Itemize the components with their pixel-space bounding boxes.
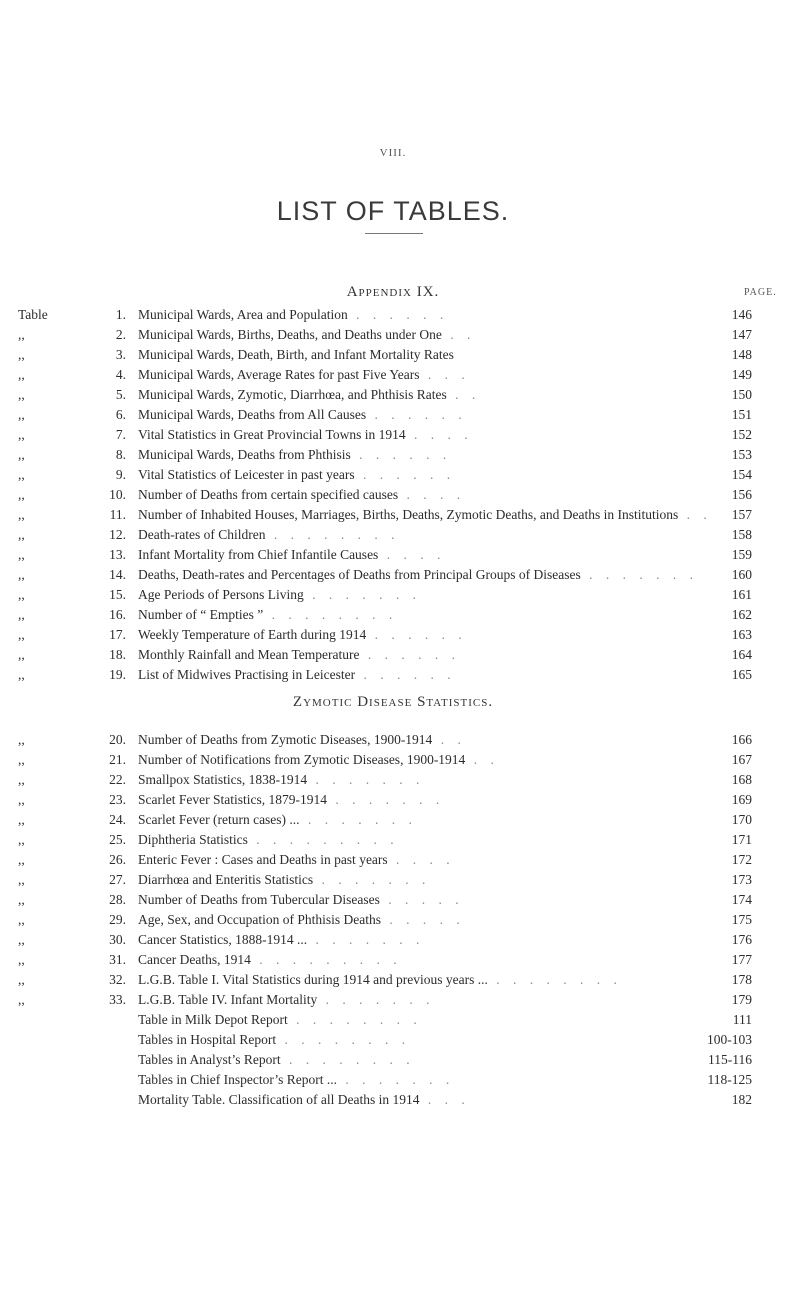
table-entry bbox=[0, 831, 800, 848]
leader-dots: . . . . . . . . bbox=[276, 1032, 411, 1047]
table-entry bbox=[0, 646, 800, 663]
entry-page: 151 bbox=[731, 407, 752, 422]
entry-prefix: ,, bbox=[18, 327, 25, 342]
table-entry bbox=[0, 366, 800, 383]
table-entry bbox=[0, 626, 800, 643]
leader-dots: . . . . . . . . bbox=[280, 1052, 415, 1067]
entry-title-text: Cancer Statistics, 1888-1914 ... bbox=[138, 932, 308, 947]
leader-dots: . . . bbox=[419, 1092, 470, 1107]
page-column-header: PAGE. bbox=[744, 287, 777, 298]
entry-page: 150 bbox=[731, 387, 752, 402]
leader-dots: . . . . . . . . bbox=[263, 607, 398, 622]
table-entry bbox=[0, 851, 800, 868]
entry-title bbox=[138, 626, 703, 643]
entry-prefix: ,, bbox=[18, 667, 25, 682]
entry-title-text: Tables in Chief Inspector’s Report ... bbox=[138, 1072, 338, 1087]
entry-number: 14. bbox=[109, 567, 126, 582]
entry-title-text: Cancer Deaths, 1914 bbox=[138, 952, 251, 967]
entry-title bbox=[138, 526, 703, 543]
entry-title bbox=[138, 566, 721, 583]
entry-prefix: ,, bbox=[18, 367, 25, 382]
entry-page: 158 bbox=[731, 527, 752, 542]
entry-title-text: Number of Inhabited Houses, Marriages, Births, Deaths, Zymotic Deaths, and Deaths in Institutions bbox=[138, 507, 679, 522]
entry-page: 160 bbox=[731, 567, 752, 582]
entry-prefix: ,, bbox=[18, 732, 25, 747]
entry-number: 3. bbox=[115, 347, 126, 362]
table-entry bbox=[0, 791, 800, 808]
table-entry bbox=[0, 606, 800, 623]
entry-page: 177 bbox=[731, 952, 752, 967]
page-title: LIST OF TABLES. bbox=[276, 196, 510, 227]
entry-title-text: Municipal Wards, Area and Population bbox=[138, 307, 348, 322]
entry-page: 176 bbox=[731, 932, 752, 947]
leader-dots: . . . . bbox=[378, 547, 446, 562]
entry-page: 153 bbox=[731, 447, 752, 462]
entry-page: 156 bbox=[731, 487, 752, 502]
entry-title bbox=[138, 931, 703, 948]
leader-dots: . . bbox=[432, 732, 466, 747]
entry-page: 169 bbox=[731, 792, 752, 807]
table-entry bbox=[0, 1011, 800, 1028]
entry-title-text: Age, Sex, and Occupation of Phthisis Deaths bbox=[138, 912, 381, 927]
entry-title bbox=[138, 326, 703, 343]
entry-title-text: Weekly Temperature of Earth during 1914 bbox=[138, 627, 367, 642]
leader-dots: . . . . . . . bbox=[307, 772, 425, 787]
entry-prefix: ,, bbox=[18, 892, 25, 907]
entry-number: 20. bbox=[109, 732, 126, 747]
entry-title bbox=[138, 771, 703, 788]
entry-page: 159 bbox=[731, 547, 752, 562]
entry-title-text: Number of Deaths from certain specified causes bbox=[138, 487, 399, 502]
entry-title bbox=[138, 666, 703, 683]
entry-page: 162 bbox=[731, 607, 752, 622]
table-entry bbox=[0, 426, 800, 443]
entry-number: 10. bbox=[109, 487, 126, 502]
entry-prefix: ,, bbox=[18, 347, 25, 362]
entry-page: 152 bbox=[731, 427, 752, 442]
table-entry bbox=[0, 446, 800, 463]
entry-title-text: Number of Notifications from Zymotic Diseases, 1900-1914 bbox=[138, 752, 466, 767]
table-entry bbox=[0, 911, 800, 928]
leader-dots: . . bbox=[465, 752, 499, 767]
entry-title-text: Vital Statistics of Leicester in past years bbox=[138, 467, 355, 482]
leader-dots: . . . . . . . bbox=[317, 992, 435, 1007]
entry-number: 28. bbox=[109, 892, 126, 907]
page-number: VIII. bbox=[379, 147, 407, 159]
entry-title-text: L.G.B. Table I. Vital Statistics during 1914 and previous years ... bbox=[138, 972, 488, 987]
leader-dots: . . . bbox=[419, 367, 470, 382]
entry-prefix: ,, bbox=[18, 932, 25, 947]
entry-prefix: ,, bbox=[18, 627, 25, 642]
table-entry bbox=[0, 991, 800, 1008]
entry-title bbox=[138, 731, 703, 748]
leader-dots: . . . . . . . . bbox=[487, 972, 622, 987]
table-entry bbox=[0, 731, 800, 748]
entry-title-text: Municipal Wards, Zymotic, Diarrhœa, and Phthisis Rates bbox=[138, 387, 447, 402]
entry-title bbox=[138, 446, 703, 463]
table-entry bbox=[0, 1091, 800, 1108]
entry-title bbox=[138, 831, 703, 848]
entry-prefix: ,, bbox=[18, 912, 25, 927]
entry-prefix: ,, bbox=[18, 587, 25, 602]
leader-dots: . . . . . . . bbox=[337, 1072, 455, 1087]
entry-title bbox=[138, 1031, 703, 1048]
leader-dots: . . . . . bbox=[380, 912, 465, 927]
entry-page: 170 bbox=[731, 812, 752, 827]
leader-dots: . . . . . . . bbox=[313, 872, 431, 887]
entry-prefix: ,, bbox=[18, 447, 25, 462]
entry-page: 173 bbox=[731, 872, 752, 887]
table-entry bbox=[0, 386, 800, 403]
entry-number: 24. bbox=[109, 812, 126, 827]
leader-dots: . . . . . . . . bbox=[287, 1012, 422, 1027]
entry-number: 9. bbox=[115, 467, 126, 482]
entry-prefix: ,, bbox=[18, 952, 25, 967]
entry-title bbox=[138, 646, 703, 663]
entry-title-text: Municipal Wards, Death, Birth, and Infant Mortality Rates bbox=[138, 347, 454, 362]
entry-prefix: ,, bbox=[18, 832, 25, 847]
entry-title bbox=[138, 791, 703, 808]
leader-dots: . . bbox=[441, 327, 476, 342]
entry-number: 8. bbox=[115, 447, 126, 462]
leader-dots: . . . . . . . bbox=[303, 587, 421, 602]
entry-title bbox=[138, 426, 703, 443]
entry-number: 29. bbox=[109, 912, 126, 927]
table-entry bbox=[0, 891, 800, 908]
leader-dots: . . . . . . . . . bbox=[250, 952, 402, 967]
entry-title bbox=[138, 586, 703, 603]
entry-title-text: Deaths, Death-rates and Percentages of Deaths from Principal Groups of Diseases bbox=[138, 567, 581, 582]
entry-page: 161 bbox=[731, 587, 752, 602]
entry-title bbox=[138, 306, 703, 323]
leader-dots: . . . . . . . bbox=[299, 812, 417, 827]
entry-title bbox=[138, 751, 703, 768]
entry-title-text: Vital Statistics in Great Provincial Towns in 1914 bbox=[138, 427, 406, 442]
entry-prefix: ,, bbox=[18, 547, 25, 562]
entry-title bbox=[138, 951, 703, 968]
entry-title bbox=[138, 546, 703, 563]
entry-title-text: Tables in Analyst’s Report bbox=[138, 1052, 281, 1067]
entry-title bbox=[138, 851, 703, 868]
table-entry bbox=[0, 346, 800, 363]
leader-dots: . . . . . . bbox=[354, 467, 456, 482]
table-entry bbox=[0, 666, 800, 683]
table-entry bbox=[0, 406, 800, 423]
entry-title-text: Death-rates of Children bbox=[138, 527, 266, 542]
title-rule bbox=[365, 233, 423, 234]
entry-page: 165 bbox=[731, 667, 752, 682]
entry-title-text: Age Periods of Persons Living bbox=[138, 587, 304, 602]
leader-dots: . . . . bbox=[398, 487, 466, 502]
leader-dots: . . . . . . bbox=[359, 647, 460, 662]
entry-page: 174 bbox=[731, 892, 752, 907]
entry-page: 157 bbox=[731, 507, 752, 522]
leader-dots: . . . . . . bbox=[350, 447, 452, 462]
entry-title-text: Monthly Rainfall and Mean Temperature bbox=[138, 647, 360, 662]
entry-prefix: ,, bbox=[18, 467, 25, 482]
entry-page: 148 bbox=[731, 347, 752, 362]
entry-number: 21. bbox=[109, 752, 126, 767]
table-entry bbox=[0, 306, 800, 323]
leader-dots: . . . . . . . . . bbox=[247, 832, 399, 847]
entry-title-text: Smallpox Statistics, 1838-1914 bbox=[138, 772, 308, 787]
entry-title-text: Number of “ Empties ” bbox=[138, 607, 264, 622]
entry-title-text: Scarlet Fever (return cases) ... bbox=[138, 812, 300, 827]
entry-number: 16. bbox=[109, 607, 126, 622]
entry-page: 100-103 bbox=[707, 1032, 752, 1047]
entry-title bbox=[138, 1011, 703, 1028]
entry-title-text: Municipal Wards, Deaths from All Causes bbox=[138, 407, 367, 422]
table-entry bbox=[0, 526, 800, 543]
entry-number: 13. bbox=[109, 547, 126, 562]
leader-dots: . . . . . bbox=[379, 892, 464, 907]
entry-number: 23. bbox=[109, 792, 126, 807]
entry-prefix: ,, bbox=[18, 972, 25, 987]
entry-title bbox=[138, 811, 703, 828]
entry-prefix: ,, bbox=[18, 507, 25, 522]
entry-prefix: ,, bbox=[18, 872, 25, 887]
entry-page: 147 bbox=[731, 327, 752, 342]
leader-dots: . . . . . . . bbox=[307, 932, 425, 947]
appendix-table-list bbox=[0, 306, 800, 686]
entry-prefix: ,, bbox=[18, 992, 25, 1007]
entry-title bbox=[138, 971, 721, 988]
entry-title-text: Scarlet Fever Statistics, 1879-1914 bbox=[138, 792, 327, 807]
table-entry bbox=[0, 566, 800, 583]
entry-number: 7. bbox=[115, 427, 126, 442]
entry-number: 2. bbox=[115, 327, 126, 342]
entry-title bbox=[138, 506, 721, 523]
leader-dots: . . . . . . . bbox=[326, 792, 445, 807]
table-entry bbox=[0, 486, 800, 503]
entry-title bbox=[138, 1091, 703, 1108]
entry-title-text: Number of Deaths from Tubercular Diseases bbox=[138, 892, 380, 907]
entry-prefix: ,, bbox=[18, 647, 25, 662]
entry-prefix: ,, bbox=[18, 427, 25, 442]
entry-title bbox=[138, 606, 703, 623]
entry-number: 25. bbox=[109, 832, 126, 847]
entry-page: 149 bbox=[731, 367, 752, 382]
entry-title-text: Diphtheria Statistics bbox=[138, 832, 248, 847]
entry-prefix: ,, bbox=[18, 607, 25, 622]
zymotic-heading: Zymotic Disease Statistics. bbox=[292, 694, 494, 710]
entry-title-text: Enteric Fever : Cases and Deaths in past years bbox=[138, 852, 388, 867]
entry-number: 31. bbox=[109, 952, 126, 967]
entry-page: 163 bbox=[731, 627, 752, 642]
table-entry bbox=[0, 971, 800, 988]
entry-number: 22. bbox=[109, 772, 126, 787]
entry-title-text: Mortality Table. Classification of all Deaths in 1914 bbox=[138, 1092, 420, 1107]
table-entry bbox=[0, 466, 800, 483]
entry-title bbox=[138, 386, 703, 403]
table-entry bbox=[0, 771, 800, 788]
entry-title bbox=[138, 911, 703, 928]
leader-dots: . . . . bbox=[405, 427, 473, 442]
table-entry bbox=[0, 811, 800, 828]
entry-number: 30. bbox=[109, 932, 126, 947]
entry-number: 32. bbox=[109, 972, 126, 987]
entry-title bbox=[138, 1071, 703, 1088]
entry-title bbox=[138, 991, 703, 1008]
table-entry bbox=[0, 546, 800, 563]
leader-dots: . . . . . . bbox=[347, 307, 449, 322]
leader-dots: . . . . . . . . bbox=[265, 527, 400, 542]
entry-number: 19. bbox=[109, 667, 126, 682]
entry-prefix: ,, bbox=[18, 852, 25, 867]
entry-page: 167 bbox=[731, 752, 752, 767]
entry-prefix: ,, bbox=[18, 487, 25, 502]
entry-prefix: ,, bbox=[18, 772, 25, 787]
table-entry bbox=[0, 506, 800, 523]
entry-page: 115-116 bbox=[708, 1052, 752, 1067]
leader-dots: . . . . . . bbox=[366, 627, 467, 642]
entry-title-text: Municipal Wards, Deaths from Phthisis bbox=[138, 447, 351, 462]
entry-page: 111 bbox=[732, 1012, 752, 1027]
entry-title bbox=[138, 346, 703, 363]
entry-title-text: Municipal Wards, Births, Deaths, and Deaths under One bbox=[138, 327, 442, 342]
entry-number: 26. bbox=[109, 852, 126, 867]
entry-title bbox=[138, 406, 703, 423]
entry-page: 118-125 bbox=[707, 1072, 752, 1087]
entry-number: 17. bbox=[109, 627, 126, 642]
entry-prefix: ,, bbox=[18, 407, 25, 422]
entry-page: 179 bbox=[731, 992, 752, 1007]
entry-number: 15. bbox=[109, 587, 126, 602]
leader-dots: . . bbox=[678, 507, 712, 522]
entry-page: 178 bbox=[731, 972, 752, 987]
entry-title bbox=[138, 871, 703, 888]
table-entry bbox=[0, 751, 800, 768]
entry-title bbox=[138, 1051, 703, 1068]
leader-dots: . . . . . . bbox=[355, 667, 456, 682]
entry-page: 164 bbox=[731, 647, 752, 662]
entry-title bbox=[138, 366, 703, 383]
zymotic-table-list bbox=[0, 731, 800, 1111]
entry-number: 5. bbox=[115, 387, 126, 402]
entry-page: 154 bbox=[731, 467, 752, 482]
entry-number: 27. bbox=[109, 872, 126, 887]
leader-dots: . . bbox=[446, 387, 481, 402]
entry-title-text: Diarrhœa and Enteritis Statistics bbox=[138, 872, 314, 887]
entry-title-text: L.G.B. Table IV. Infant Mortality bbox=[138, 992, 318, 1007]
entry-number: 33. bbox=[109, 992, 126, 1007]
entry-title bbox=[138, 466, 703, 483]
table-entry bbox=[0, 1031, 800, 1048]
entry-title-text: Number of Deaths from Zymotic Diseases, 1900-1914 bbox=[138, 732, 433, 747]
entry-number: 18. bbox=[109, 647, 126, 662]
entry-page: 166 bbox=[731, 732, 752, 747]
table-entry bbox=[0, 1071, 800, 1088]
entry-page: 182 bbox=[731, 1092, 752, 1107]
entry-title-text: Table in Milk Depot Report bbox=[138, 1012, 288, 1027]
leader-dots: . . . . . . bbox=[366, 407, 467, 422]
entry-number: 11. bbox=[109, 507, 126, 522]
leader-dots: . . . . . . . bbox=[580, 567, 698, 582]
table-entry bbox=[0, 1051, 800, 1068]
entry-prefix: Table bbox=[18, 307, 48, 322]
entry-title bbox=[138, 891, 703, 908]
entry-title-text: Tables in Hospital Report bbox=[138, 1032, 277, 1047]
entry-prefix: ,, bbox=[18, 792, 25, 807]
entry-title-text: List of Midwives Practising in Leicester bbox=[138, 667, 356, 682]
table-entry bbox=[0, 931, 800, 948]
entry-page: 146 bbox=[731, 307, 752, 322]
entry-prefix: ,, bbox=[18, 387, 25, 402]
entry-page: 175 bbox=[731, 912, 752, 927]
entry-title-text: Municipal Wards, Average Rates for past Five Years bbox=[138, 367, 420, 382]
entry-number: 1. bbox=[115, 307, 126, 322]
entry-prefix: ,, bbox=[18, 752, 25, 767]
table-entry bbox=[0, 951, 800, 968]
table-entry bbox=[0, 326, 800, 343]
entry-prefix: ,, bbox=[18, 812, 25, 827]
entry-number: 4. bbox=[115, 367, 126, 382]
leader-dots: . . . . bbox=[387, 852, 455, 867]
entry-prefix: ,, bbox=[18, 567, 25, 582]
entry-title bbox=[138, 486, 703, 503]
entry-number: 6. bbox=[115, 407, 126, 422]
table-entry bbox=[0, 586, 800, 603]
entry-number: 12. bbox=[109, 527, 126, 542]
entry-page: 171 bbox=[731, 832, 752, 847]
entry-prefix: ,, bbox=[18, 527, 25, 542]
table-entry bbox=[0, 871, 800, 888]
entry-page: 168 bbox=[731, 772, 752, 787]
entry-title-text: Infant Mortality from Chief Infantile Causes bbox=[138, 547, 379, 562]
appendix-heading: Appendix IX. bbox=[346, 284, 440, 300]
entry-page: 172 bbox=[731, 852, 752, 867]
